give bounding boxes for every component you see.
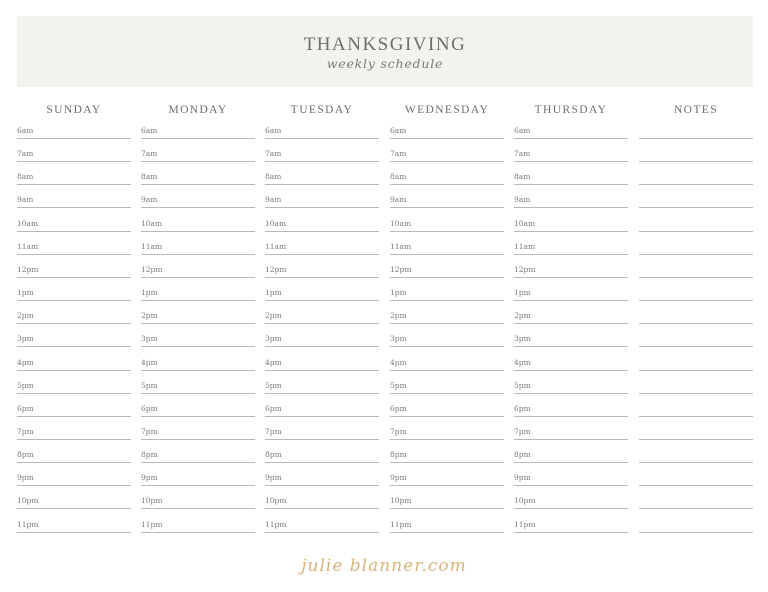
time-slot: 6pm	[141, 404, 255, 417]
time-slot: 11pm	[514, 520, 628, 533]
notes-line	[639, 172, 753, 185]
time-slot: 5pm	[514, 381, 628, 394]
page-subtitle: weekly schedule	[326, 56, 444, 71]
time-slot: 9am	[390, 195, 504, 208]
time-slot: 11pm	[265, 520, 379, 533]
time-slot: 8pm	[514, 450, 628, 463]
time-slot: 7pm	[265, 427, 379, 440]
time-slot: 2pm	[390, 311, 504, 324]
time-slot: 6pm	[17, 404, 131, 417]
time-slot: 9pm	[17, 473, 131, 486]
day-header: WEDNESDAY	[404, 104, 490, 116]
time-slot: 11am	[17, 242, 131, 255]
time-slot: 6pm	[514, 404, 628, 417]
day-header: SUNDAY	[46, 104, 102, 116]
time-slot: 8am	[390, 172, 504, 185]
time-slot: 8pm	[17, 450, 131, 463]
time-slot: 4pm	[141, 358, 255, 371]
time-slot: 6pm	[265, 404, 379, 417]
time-slot: 3pm	[265, 334, 379, 347]
time-slot: 5pm	[265, 381, 379, 394]
time-slot: 7am	[390, 149, 504, 162]
notes-line	[639, 473, 753, 486]
time-slot: 10pm	[514, 496, 628, 509]
notes-line	[639, 520, 753, 533]
day-column	[141, 104, 255, 529]
time-slot: 8pm	[390, 450, 504, 463]
time-slot: 11am	[141, 242, 255, 255]
time-slot: 7am	[141, 149, 255, 162]
time-slot: 7pm	[390, 427, 504, 440]
notes-line	[639, 265, 753, 278]
time-slot: 10pm	[141, 496, 255, 509]
time-slot: 7am	[514, 149, 628, 162]
time-slot: 11am	[514, 242, 628, 255]
time-slot: 12pm	[141, 265, 255, 278]
notes-line	[639, 496, 753, 509]
notes-line	[639, 311, 753, 324]
time-slot: 3pm	[514, 334, 628, 347]
notes-line	[639, 358, 753, 371]
notes-line	[639, 404, 753, 417]
time-slot: 5pm	[141, 381, 255, 394]
notes-line	[639, 195, 753, 208]
time-slot: 10pm	[17, 496, 131, 509]
header-banner	[17, 16, 753, 87]
time-slot: 2pm	[141, 311, 255, 324]
time-slot: 8am	[141, 172, 255, 185]
time-slot: 9pm	[265, 473, 379, 486]
time-slot: 10pm	[390, 496, 504, 509]
notes-line	[639, 126, 753, 139]
time-slot: 7am	[17, 149, 131, 162]
brand-watermark: julie blanner.com	[301, 556, 467, 576]
notes-line	[639, 288, 753, 301]
time-slot: 6pm	[390, 404, 504, 417]
time-slot: 11pm	[17, 520, 131, 533]
time-slot: 12pm	[514, 265, 628, 278]
time-slot: 12pm	[265, 265, 379, 278]
time-slot: 3pm	[17, 334, 131, 347]
notes-column	[639, 104, 753, 122]
time-slot: 8am	[17, 172, 131, 185]
time-slot: 6am	[390, 126, 504, 139]
day-header: TUESDAY	[290, 104, 354, 116]
time-slot: 7pm	[17, 427, 131, 440]
time-slot: 1pm	[265, 288, 379, 301]
day-column	[17, 104, 131, 529]
time-slot: 4pm	[514, 358, 628, 371]
time-slot: 11pm	[141, 520, 255, 533]
day-column	[514, 104, 628, 529]
time-slot: 8pm	[141, 450, 255, 463]
day-header: MONDAY	[168, 104, 228, 116]
notes-line	[639, 334, 753, 347]
notes-header: NOTES	[673, 104, 719, 116]
time-slot: 9pm	[514, 473, 628, 486]
time-slot: 1pm	[390, 288, 504, 301]
time-slot: 6am	[514, 126, 628, 139]
time-slot: 12pm	[17, 265, 131, 278]
notes-line	[639, 381, 753, 394]
time-slot: 8am	[265, 172, 379, 185]
time-slot: 9pm	[390, 473, 504, 486]
time-slot: 1pm	[514, 288, 628, 301]
time-slot: 3pm	[141, 334, 255, 347]
time-slot: 10am	[390, 219, 504, 232]
time-slot: 12pm	[390, 265, 504, 278]
time-slot: 10am	[514, 219, 628, 232]
day-column	[390, 104, 504, 529]
time-slot: 6am	[265, 126, 379, 139]
time-slot: 11pm	[390, 520, 504, 533]
time-slot: 10am	[141, 219, 255, 232]
time-slot: 5pm	[390, 381, 504, 394]
time-slot: 11am	[265, 242, 379, 255]
time-slot: 5pm	[17, 381, 131, 394]
time-slot: 4pm	[17, 358, 131, 371]
time-slot: 9am	[141, 195, 255, 208]
time-slot: 4pm	[390, 358, 504, 371]
time-slot: 9am	[514, 195, 628, 208]
time-slot: 7am	[265, 149, 379, 162]
time-slot: 1pm	[17, 288, 131, 301]
time-slot: 9pm	[141, 473, 255, 486]
time-slot: 7pm	[141, 427, 255, 440]
time-slot: 2pm	[514, 311, 628, 324]
time-slot: 2pm	[265, 311, 379, 324]
time-slot: 8am	[514, 172, 628, 185]
time-slot: 3pm	[390, 334, 504, 347]
notes-line	[639, 427, 753, 440]
notes-line	[639, 242, 753, 255]
time-slot: 6am	[17, 126, 131, 139]
notes-line	[639, 149, 753, 162]
day-column	[265, 104, 379, 529]
time-slot: 6am	[141, 126, 255, 139]
time-slot: 1pm	[141, 288, 255, 301]
time-slot: 10am	[17, 219, 131, 232]
time-slot: 7pm	[514, 427, 628, 440]
time-slot: 2pm	[17, 311, 131, 324]
notes-line	[639, 219, 753, 232]
time-slot: 10am	[265, 219, 379, 232]
time-slot: 4pm	[265, 358, 379, 371]
time-slot: 9am	[17, 195, 131, 208]
time-slot: 9am	[265, 195, 379, 208]
time-slot: 11am	[390, 242, 504, 255]
notes-line	[639, 450, 753, 463]
day-header: THURSDAY	[534, 104, 608, 116]
time-slot: 10pm	[265, 496, 379, 509]
page-title: THANKSGIVING	[303, 34, 467, 55]
time-slot: 8pm	[265, 450, 379, 463]
